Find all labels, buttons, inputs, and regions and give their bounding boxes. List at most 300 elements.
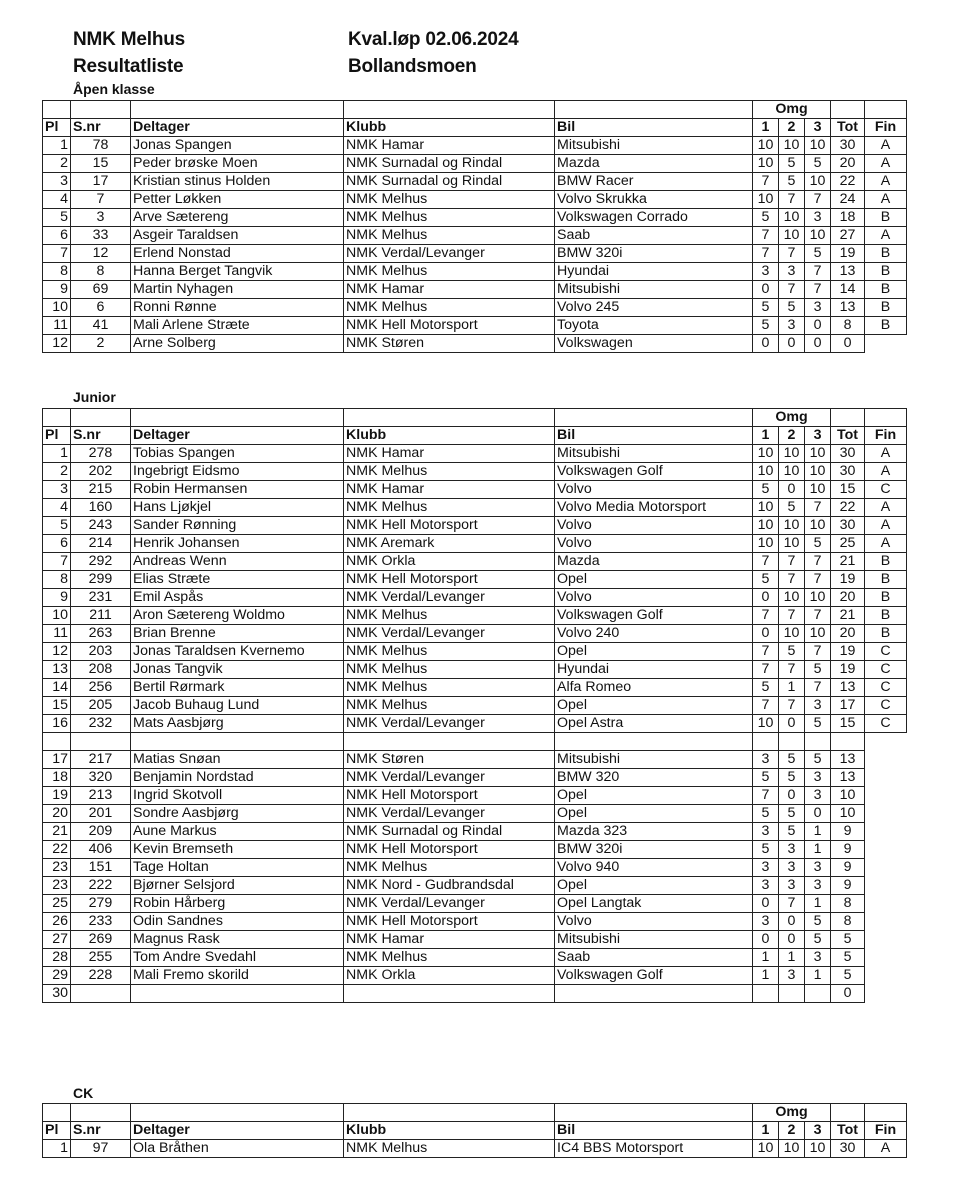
start-number: 406 — [71, 841, 131, 859]
start-number: 222 — [71, 877, 131, 895]
round-2-score: 10 — [779, 137, 805, 155]
column-header-snr: S.nr — [71, 1122, 131, 1140]
header-spacer-cell — [131, 409, 344, 427]
result-row — [43, 985, 907, 1003]
round-2-score: 7 — [779, 191, 805, 209]
start-number: 12 — [71, 245, 131, 263]
club: NMK Nord - Gudbrandsdal — [344, 877, 555, 895]
round-3-score: 3 — [805, 859, 831, 877]
total-score: 10 — [831, 787, 865, 805]
placement: 15 — [43, 697, 71, 715]
header-omg: Omg — [753, 101, 831, 119]
car: Mazda 323 — [555, 823, 753, 841]
column-header-klubb: Klubb — [344, 119, 555, 137]
placement: 7 — [43, 553, 71, 571]
club: NMK Surnadal og Rindal — [344, 173, 555, 191]
column-header-tot: Tot — [831, 427, 865, 445]
start-number: 69 — [71, 281, 131, 299]
round-1-score: 10 — [753, 445, 779, 463]
car: Hyundai — [555, 263, 753, 281]
final-group: A — [865, 463, 907, 481]
round-1-score: 7 — [753, 227, 779, 245]
car: Mitsubishi — [555, 281, 753, 299]
column-header-tot: Tot — [831, 119, 865, 137]
round-1-score: 0 — [753, 589, 779, 607]
start-number: 214 — [71, 535, 131, 553]
car: Mitsubishi — [555, 751, 753, 769]
round-2-score: 1 — [779, 949, 805, 967]
result-row — [43, 841, 907, 859]
round-1-score: 7 — [753, 553, 779, 571]
participant-name: Jonas Taraldsen Kvernemo — [131, 643, 344, 661]
total-score: 19 — [831, 245, 865, 263]
round-3-score: 1 — [805, 967, 831, 985]
participant-name: Bjørner Selsjord — [131, 877, 344, 895]
car: Volkswagen Golf — [555, 607, 753, 625]
round-1-score: 7 — [753, 697, 779, 715]
empty-cell — [865, 805, 907, 823]
participant-name: Hanna Berget Tangvik — [131, 263, 344, 281]
club — [344, 985, 555, 1003]
empty-cell — [865, 931, 907, 949]
final-group: A — [865, 173, 907, 191]
participant-name: Matias Snøan — [131, 751, 344, 769]
column-header-pl: Pl — [43, 427, 71, 445]
column-header-pl: Pl — [43, 1122, 71, 1140]
result-row — [43, 769, 907, 787]
round-1-score: 7 — [753, 661, 779, 679]
round-1-score: 5 — [753, 317, 779, 335]
total-score: 9 — [831, 859, 865, 877]
round-3-score: 3 — [805, 877, 831, 895]
empty-cell — [865, 967, 907, 985]
header-spacer-cell — [71, 409, 131, 427]
round-1-score: 7 — [753, 787, 779, 805]
result-row — [43, 445, 907, 463]
header-spacer-cell — [131, 101, 344, 119]
empty-cell — [865, 823, 907, 841]
club: NMK Orkla — [344, 553, 555, 571]
round-3-score: 0 — [805, 317, 831, 335]
club: NMK Hamar — [344, 137, 555, 155]
empty-cell — [865, 733, 907, 751]
club: NMK Melhus — [344, 227, 555, 245]
placement: 1 — [43, 445, 71, 463]
start-number: 211 — [71, 607, 131, 625]
total-score: 20 — [831, 155, 865, 173]
participant-name: Henrik Johansen — [131, 535, 344, 553]
header-omg: Omg — [753, 409, 831, 427]
total-score: 22 — [831, 173, 865, 191]
round-1-score: 7 — [753, 607, 779, 625]
club: NMK Melhus — [344, 859, 555, 877]
empty-cell — [865, 751, 907, 769]
result-row — [43, 191, 907, 209]
column-header-row — [43, 1122, 907, 1140]
start-number: 263 — [71, 625, 131, 643]
header-spacer-cell — [71, 101, 131, 119]
final-group: C — [865, 481, 907, 499]
participant-name: Benjamin Nordstad — [131, 769, 344, 787]
club: NMK Hamar — [344, 281, 555, 299]
result-row — [43, 913, 907, 931]
placement: 14 — [43, 679, 71, 697]
column-header-r1: 1 — [753, 1122, 779, 1140]
final-group: A — [865, 517, 907, 535]
start-number: 33 — [71, 227, 131, 245]
round-1-score: 5 — [753, 481, 779, 499]
result-row — [43, 281, 907, 299]
start-number: 8 — [71, 263, 131, 281]
total-score: 9 — [831, 877, 865, 895]
round-2-score: 10 — [779, 209, 805, 227]
total-score: 8 — [831, 913, 865, 931]
round-2-score: 5 — [779, 823, 805, 841]
participant-name: Asgeir Taraldsen — [131, 227, 344, 245]
result-row — [43, 209, 907, 227]
placement: 25 — [43, 895, 71, 913]
club: NMK Melhus — [344, 499, 555, 517]
total-score: 21 — [831, 607, 865, 625]
placement: 29 — [43, 967, 71, 985]
round-3-score: 7 — [805, 281, 831, 299]
participant-name: Brian Brenne — [131, 625, 344, 643]
club: NMK Hell Motorsport — [344, 787, 555, 805]
round-3-score: 10 — [805, 1140, 831, 1158]
round-2-score: 10 — [779, 589, 805, 607]
header-spacer-cell — [344, 409, 555, 427]
result-row — [43, 967, 907, 985]
participant-name: Ronni Rønne — [131, 299, 344, 317]
round-2-score: 5 — [779, 769, 805, 787]
participant-name: Sander Rønning — [131, 517, 344, 535]
result-row — [43, 859, 907, 877]
result-row — [43, 679, 907, 697]
round-1-score: 5 — [753, 769, 779, 787]
participant-name: Tom Andre Svedahl — [131, 949, 344, 967]
car: BMW Racer — [555, 173, 753, 191]
column-header-klubb: Klubb — [344, 427, 555, 445]
result-row — [43, 173, 907, 191]
club: NMK Melhus — [344, 463, 555, 481]
header-spacer-cell — [555, 409, 753, 427]
start-number: 41 — [71, 317, 131, 335]
placement: 13 — [43, 661, 71, 679]
start-number: 243 — [71, 517, 131, 535]
start-number: 208 — [71, 661, 131, 679]
club: NMK Verdal/Levanger — [344, 715, 555, 733]
round-3-score: 5 — [805, 245, 831, 263]
result-row — [43, 805, 907, 823]
round-1-score: 3 — [753, 823, 779, 841]
car: Volvo Media Motorsport — [555, 499, 753, 517]
club: NMK Hell Motorsport — [344, 517, 555, 535]
round-2-score: 5 — [779, 299, 805, 317]
round-1-score: 5 — [753, 841, 779, 859]
final-group: B — [865, 589, 907, 607]
placement: 12 — [43, 335, 71, 353]
total-score: 17 — [831, 697, 865, 715]
total-score: 9 — [831, 823, 865, 841]
final-group: A — [865, 499, 907, 517]
club: NMK Støren — [344, 751, 555, 769]
round-3-score: 10 — [805, 517, 831, 535]
header-spacer-cell — [831, 409, 865, 427]
car: Opel — [555, 643, 753, 661]
participant-name: Magnus Rask — [131, 931, 344, 949]
placement: 2 — [43, 155, 71, 173]
round-1-score: 7 — [753, 173, 779, 191]
placement: 1 — [43, 1140, 71, 1158]
round-2-score: 3 — [779, 859, 805, 877]
placement: 6 — [43, 535, 71, 553]
placement: 20 — [43, 805, 71, 823]
round-2-score: 7 — [779, 661, 805, 679]
round-3-score: 5 — [805, 155, 831, 173]
participant-name — [131, 985, 344, 1003]
round-1-score: 7 — [753, 643, 779, 661]
placement: 27 — [43, 931, 71, 949]
column-header-r1: 1 — [753, 119, 779, 137]
empty-cell — [71, 733, 131, 751]
header-spacer-cell — [831, 101, 865, 119]
car: Opel — [555, 805, 753, 823]
result-row — [43, 661, 907, 679]
car: Volvo — [555, 913, 753, 931]
column-header-row — [43, 119, 907, 137]
final-group: A — [865, 227, 907, 245]
club: NMK Verdal/Levanger — [344, 589, 555, 607]
round-3-score: 5 — [805, 535, 831, 553]
result-row — [43, 499, 907, 517]
round-2-score: 0 — [779, 715, 805, 733]
round-2-score: 3 — [779, 263, 805, 281]
round-2-score: 5 — [779, 173, 805, 191]
header-spacer-cell — [71, 1104, 131, 1122]
empty-cell — [344, 733, 555, 751]
document-title: Resultatliste — [73, 56, 184, 77]
header-omg: Omg — [753, 1104, 831, 1122]
car: BMW 320 — [555, 769, 753, 787]
round-1-score: 10 — [753, 499, 779, 517]
car: IC4 BBS Motorsport — [555, 1140, 753, 1158]
result-row — [43, 481, 907, 499]
participant-name: Mali Fremo skorild — [131, 967, 344, 985]
round-3-score: 10 — [805, 227, 831, 245]
round-3-score: 7 — [805, 263, 831, 281]
result-row — [43, 625, 907, 643]
final-group: B — [865, 317, 907, 335]
result-row — [43, 155, 907, 173]
round-1-score: 10 — [753, 191, 779, 209]
club: NMK Hell Motorsport — [344, 841, 555, 859]
start-number: 209 — [71, 823, 131, 841]
round-3-score: 7 — [805, 643, 831, 661]
round-2-score: 7 — [779, 895, 805, 913]
participant-name: Odin Sandnes — [131, 913, 344, 931]
participant-name: Erlend Nonstad — [131, 245, 344, 263]
club: NMK Surnadal og Rindal — [344, 823, 555, 841]
empty-cell — [865, 335, 907, 353]
participant-name: Aron Sætereng Woldmo — [131, 607, 344, 625]
car: Volvo 245 — [555, 299, 753, 317]
participant-name: Ingebrigt Eidsmo — [131, 463, 344, 481]
round-2-score: 7 — [779, 245, 805, 263]
participant-name: Kevin Bremseth — [131, 841, 344, 859]
participant-name: Jonas Tangvik — [131, 661, 344, 679]
result-row — [43, 715, 907, 733]
total-score: 30 — [831, 137, 865, 155]
participant-name: Andreas Wenn — [131, 553, 344, 571]
car: Mitsubishi — [555, 931, 753, 949]
club: NMK Hell Motorsport — [344, 913, 555, 931]
column-header-snr: S.nr — [71, 119, 131, 137]
car: Volvo — [555, 481, 753, 499]
final-group: C — [865, 661, 907, 679]
start-number: 203 — [71, 643, 131, 661]
round-3-score: 5 — [805, 715, 831, 733]
result-row — [43, 895, 907, 913]
round-3-score: 7 — [805, 499, 831, 517]
club: NMK Verdal/Levanger — [344, 805, 555, 823]
round-3-score: 3 — [805, 697, 831, 715]
start-number: 17 — [71, 173, 131, 191]
column-header-bil: Bil — [555, 427, 753, 445]
column-header-deltager: Deltager — [131, 1122, 344, 1140]
placement: 26 — [43, 913, 71, 931]
empty-cell — [779, 733, 805, 751]
header-spacer-cell — [865, 409, 907, 427]
round-3-score: 0 — [805, 335, 831, 353]
start-number: 160 — [71, 499, 131, 517]
round-3-score: 7 — [805, 553, 831, 571]
header-spacer-cell — [865, 101, 907, 119]
column-header-tot: Tot — [831, 1122, 865, 1140]
placement: 10 — [43, 299, 71, 317]
header-spacer-cell — [43, 101, 71, 119]
result-row — [43, 299, 907, 317]
participant-name: Arve Sætereng — [131, 209, 344, 227]
column-header-deltager: Deltager — [131, 427, 344, 445]
placement: 8 — [43, 263, 71, 281]
placement: 3 — [43, 481, 71, 499]
participant-name: Mali Arlene Stræte — [131, 317, 344, 335]
total-score: 13 — [831, 751, 865, 769]
total-score: 22 — [831, 499, 865, 517]
round-1-score: 10 — [753, 535, 779, 553]
column-header-deltager: Deltager — [131, 119, 344, 137]
round-1-score: 1 — [753, 949, 779, 967]
club: NMK Hamar — [344, 931, 555, 949]
round-1-score: 10 — [753, 517, 779, 535]
final-group: B — [865, 625, 907, 643]
round-2-score: 1 — [779, 679, 805, 697]
column-header-r3: 3 — [805, 427, 831, 445]
club: NMK Melhus — [344, 191, 555, 209]
placement: 19 — [43, 787, 71, 805]
round-1-score: 3 — [753, 263, 779, 281]
result-row — [43, 137, 907, 155]
round-1-score: 10 — [753, 463, 779, 481]
start-number: 231 — [71, 589, 131, 607]
round-2-score: 3 — [779, 317, 805, 335]
round-3-score: 5 — [805, 661, 831, 679]
round-3-score: 10 — [805, 173, 831, 191]
start-number: 215 — [71, 481, 131, 499]
total-score: 30 — [831, 517, 865, 535]
round-2-score: 10 — [779, 227, 805, 245]
column-header-fin: Fin — [865, 1122, 907, 1140]
car: Hyundai — [555, 661, 753, 679]
column-header-r3: 3 — [805, 119, 831, 137]
result-row — [43, 751, 907, 769]
start-number: 269 — [71, 931, 131, 949]
final-group: C — [865, 643, 907, 661]
total-score: 19 — [831, 643, 865, 661]
round-3-score: 7 — [805, 607, 831, 625]
placement: 11 — [43, 625, 71, 643]
round-2-score: 3 — [779, 841, 805, 859]
round-3-score: 1 — [805, 895, 831, 913]
round-1-score: 5 — [753, 571, 779, 589]
total-score: 10 — [831, 805, 865, 823]
total-score: 13 — [831, 679, 865, 697]
header-spacer-cell — [555, 101, 753, 119]
empty-cell — [555, 733, 753, 751]
car: Volvo 240 — [555, 625, 753, 643]
total-score: 30 — [831, 463, 865, 481]
result-row — [43, 877, 907, 895]
total-score: 15 — [831, 715, 865, 733]
club: NMK Melhus — [344, 643, 555, 661]
round-3-score: 10 — [805, 589, 831, 607]
final-group: B — [865, 245, 907, 263]
club: NMK Aremark — [344, 535, 555, 553]
club: NMK Hamar — [344, 445, 555, 463]
round-1-score: 7 — [753, 245, 779, 263]
total-score: 14 — [831, 281, 865, 299]
round-1-score: 1 — [753, 967, 779, 985]
participant-name: Bertil Rørmark — [131, 679, 344, 697]
result-row — [43, 697, 907, 715]
round-3-score: 5 — [805, 931, 831, 949]
round-1-score: 10 — [753, 1140, 779, 1158]
round-3-score: 5 — [805, 913, 831, 931]
result-row — [43, 245, 907, 263]
total-score: 5 — [831, 967, 865, 985]
club: NMK Melhus — [344, 949, 555, 967]
column-header-r2: 2 — [779, 1122, 805, 1140]
round-3-score: 3 — [805, 769, 831, 787]
organizer-title: NMK Melhus — [73, 29, 186, 50]
placement: 12 — [43, 643, 71, 661]
section-title-open-class: Åpen klasse — [73, 81, 155, 97]
round-1-score: 0 — [753, 625, 779, 643]
header-spacer-cell — [865, 1104, 907, 1122]
round-3-score: 10 — [805, 137, 831, 155]
total-score: 13 — [831, 769, 865, 787]
empty-cell — [43, 733, 71, 751]
round-3-score: 3 — [805, 299, 831, 317]
round-3-score: 10 — [805, 625, 831, 643]
placement: 2 — [43, 463, 71, 481]
placement: 4 — [43, 499, 71, 517]
club: NMK Melhus — [344, 299, 555, 317]
start-number: 233 — [71, 913, 131, 931]
round-1-score: 3 — [753, 877, 779, 895]
section-title-junior: Junior — [73, 389, 116, 405]
placement: 5 — [43, 517, 71, 535]
